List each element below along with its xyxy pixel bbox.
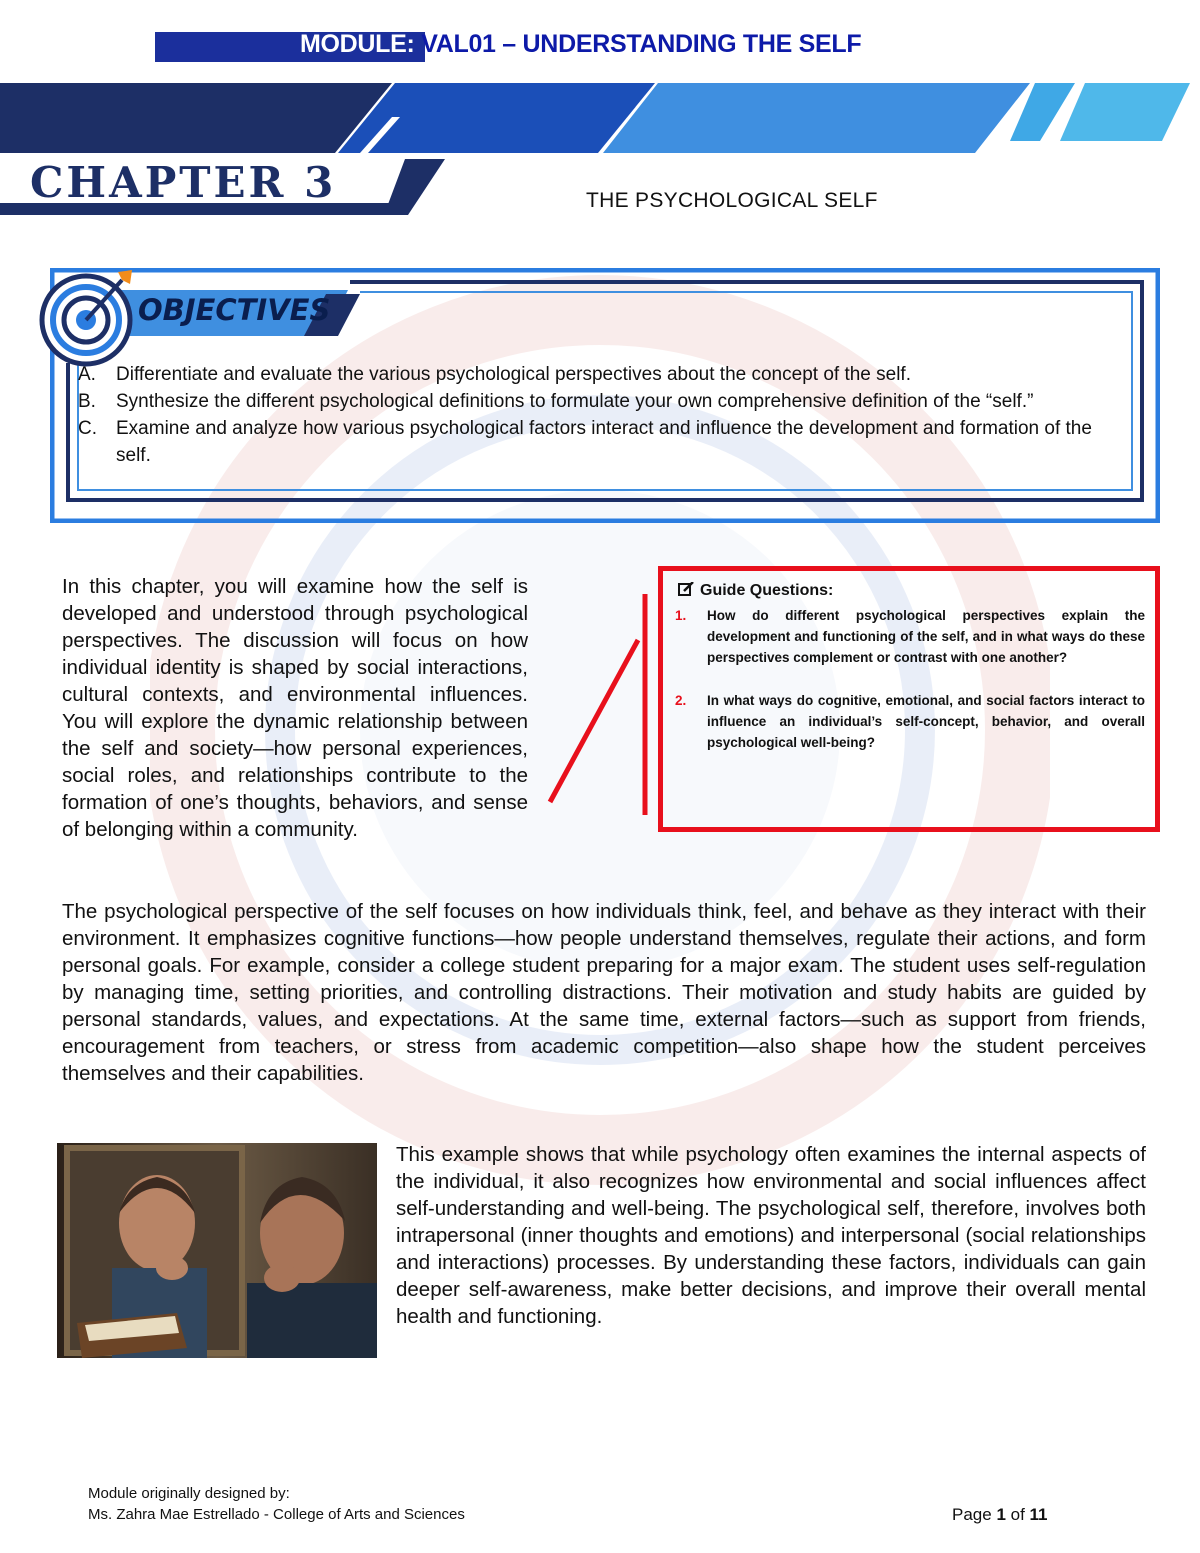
guide-question-item <box>675 605 1145 668</box>
guide-question-number: 2. <box>675 693 687 708</box>
objectives-list <box>78 361 1118 469</box>
module-title <box>300 30 1000 59</box>
objective-item <box>78 361 1118 388</box>
guide-questions-list <box>675 605 1145 775</box>
chapter-title: CHAPTER 3 <box>30 158 337 207</box>
objective-letter: B. <box>78 391 96 412</box>
pencil-note-icon <box>678 582 694 596</box>
example-paragraph: This example shows that while psychology often examines the internal aspects of the individual, it also recognizes how environmental and social influences affect self-understanding and well-being. The psychological self, therefore, involves both intrapersonal (inner thoughts and emotions) and interpersonal (social relationships and interactions) processes. By understanding these factors, individuals can gain deeper self-awareness, make better decisions, and improve their overall mental health and functioning. <box>396 1143 1146 1328</box>
intro-paragraph: In this chapter, you will examine how the self is developed and understood through psychological perspectives. The discussion will focus on how individual identity is shaped by social interactions, cultural contexts, and environmental influences. You will explore the dynamic relationship between the self and society—how personal experiences, social roles, and relationships contribute to the formation of one’s thoughts, behaviors, and sense of belonging within a community. <box>62 575 528 841</box>
objective-text: Synthesize the different psychological definitions to formulate your own comprehensive definition of the “self.” <box>116 391 1034 412</box>
objective-item <box>78 388 1118 415</box>
module-label: MODULE: <box>300 30 415 58</box>
chapter-subtitle: THE PSYCHOLOGICAL SELF <box>586 189 878 212</box>
objective-letter: C. <box>78 418 97 439</box>
guide-question-text: How do different psychological perspectives explain the development and functioning of the self, and in what ways do these perspectives complement or contrast with one another? <box>707 608 1145 665</box>
connector-lines <box>540 590 660 820</box>
guide-question-item <box>675 690 1145 753</box>
objective-item <box>78 415 1118 469</box>
objective-letter: A. <box>78 364 96 385</box>
page-total: 11 <box>1029 1505 1048 1524</box>
objective-text: Differentiate and evaluate the various psychological perspectives about the concept of the self. <box>116 364 911 385</box>
main-paragraph: The psychological perspective of the self focuses on how individuals think, feel, and behave as they interact with their environment. It emphasizes cognitive functions—how people understand themselves, regulate their actions, and form personal goals. For example, consider a college student preparing for a major exam. The student uses self-regulation by managing time, setting priorities, and controlling distractions. Their motivation and study habits are guided by personal standards, values, and expectations. At the same time, external factors—such as support from friends, encouragement from teachers, or stress from academic competition—also shape how the student perceives themselves and their capabilities. <box>62 900 1146 1085</box>
mirror-reflection-photo <box>57 1143 377 1358</box>
page-label: Page <box>952 1505 997 1524</box>
module-name: VAL01 – UNDERSTANDING THE SELF <box>414 30 862 58</box>
footer-credit <box>88 1483 465 1525</box>
page-of: of <box>1005 1505 1030 1524</box>
guide-question-text: In what ways do cognitive, emotional, and social factors interact to influence an individual’s self-concept, behavior, and overall psychological well-being? <box>707 693 1145 750</box>
guide-questions-title <box>678 582 833 600</box>
target-icon <box>38 268 138 368</box>
credit-line-2: Ms. Zahra Mae Estrellado - College of Arts and Sciences <box>88 1506 465 1523</box>
objectives-heading: OBJECTIVES <box>138 293 331 327</box>
guide-title-text: Guide Questions: <box>700 582 834 599</box>
guide-question-number: 1. <box>675 608 687 623</box>
page-number <box>952 1505 1048 1525</box>
credit-line-1: Module originally designed by: <box>88 1485 290 1502</box>
objective-text: Examine and analyze how various psychological factors interact and influence the development and formation of the self. <box>116 418 1092 466</box>
page-current: 1 <box>996 1505 1006 1524</box>
